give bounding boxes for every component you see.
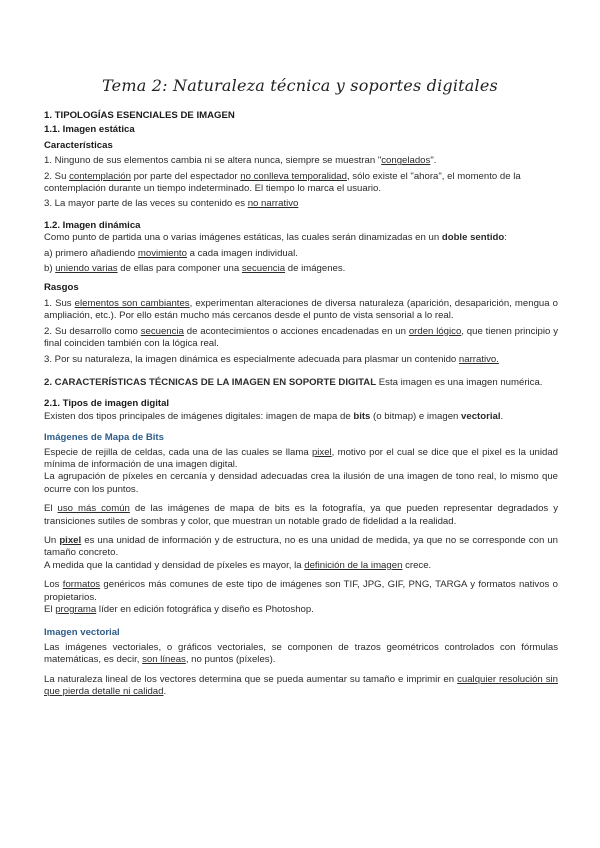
page-title: Tema 2: Naturaleza técnica y soportes digitales	[102, 76, 498, 95]
subsection-heading-static-image: 1.1. Imagen estática	[44, 124, 135, 136]
document-body	[44, 110, 558, 698]
bitmap-paragraph-5: A medida que la cantidad y densidad de píxeles es mayor, la definición de la imagen crece.	[44, 559, 432, 571]
dynamic-intro: Como punto de partida una o varias imágenes estáticas, las cuales serán dinamizadas en un doble sentido:	[44, 232, 507, 244]
trait-1: 1. Sus elementos son cambiantes, experimentan alteraciones de diversa naturaleza (aparición, desaparición, mengua o ampliación, etc.). Por ello están mucho más cercanos desde el punto de vista sensorial a lo real.	[44, 297, 559, 322]
characteristic-1: 1. Ninguno de sus elementos cambia ni se altera nunca, siempre se muestran "congelados".	[44, 155, 437, 167]
bitmap-paragraph-6: Los formatos genéricos más comunes de este tipo de imágenes son TIF, JPG, GIF, PNG, TARGA y formatos nativos o propietarios.	[44, 579, 558, 603]
vector-paragraph-1: Las imágenes vectoriales, o gráficos vectoriales, se componen de trazos geométricos controlados con fórmulas matemáticas, es decir, son líneas, no puntos (píxeles).	[44, 641, 558, 666]
bitmap-paragraph-1: Especie de rejilla de celdas, cada una de las cuales se llama pixel, motivo por el cual se dice que el pixel es la unidad mínima de información de una imagen digital.	[44, 446, 558, 470]
subsection-heading-digital-types: 2.1. Tipos de imagen digital	[44, 398, 170, 410]
bitmap-heading: Imágenes de Mapa de Bits	[44, 432, 164, 444]
bitmap-paragraph-7: El programa líder en edición fotográfica y diseño es Photoshop.	[44, 604, 314, 615]
dynamic-point-a: a) primero añadiendo movimiento a cada imagen individual.	[44, 247, 298, 259]
digital-types-intro: Existen dos tipos principales de imágenes digitales: imagen de mapa de bits (o bitmap) e imagen vectorial.	[44, 410, 504, 422]
characteristic-2: 2. Su contemplación por parte del espectador no conlleva temporalidad, sólo existe el "ahora", el momento de la contemplación durante un tiempo indeterminado. El tiempo lo marca el usuario.	[44, 170, 521, 195]
section-heading-1: 1. TIPOLOGÍAS ESENCIALES DE IMAGEN	[44, 110, 235, 121]
trait-2: 2. Su desarrollo como secuencia de acontecimientos o acciones encadenadas en un orden lógico, que tienen principio y final coinciden también con la lógica real.	[44, 325, 558, 350]
subsection-heading-dynamic-image: 1.2. Imagen dinámica	[44, 219, 141, 231]
characteristic-3: 3. La mayor parte de las veces su contenido es no narrativo	[44, 198, 299, 210]
bitmap-paragraph-2: La agrupación de píxeles en cercanía y densidad adecuadas crea la ilusión de una imagen de tono real, lo mismo que ocurre con los puntos.	[44, 471, 558, 495]
section-heading-2: 2. CARACTERÍSTICAS TÉCNICAS DE LA IMAGEN EN SOPORTE DIGITAL Esta imagen es una imagen numérica.	[44, 376, 543, 388]
traits-heading: Rasgos	[44, 282, 79, 294]
vector-paragraph-2: La naturaleza lineal de los vectores determina que se pueda aumentar su tamaño e imprimir en cualquier resolución sin que pierda detalle ni calidad.	[44, 673, 558, 698]
dynamic-point-b: b) uniendo varias de ellas para componer una secuencia de imágenes.	[44, 263, 346, 275]
bitmap-paragraph-3: El uso más común de las imágenes de mapa de bits es la fotografía, ya que pueden representar degradados y transiciones sutiles de sombras y color, que muestran un notable grado de fidelidad a la realidad.	[44, 503, 559, 527]
bitmap-paragraph-4: Un pixel es una unidad de información y de estructura, no es una unidad de medida, ya que no se corresponde con un tamaño concreto.	[44, 534, 558, 559]
vector-heading: Imagen vectorial	[44, 627, 120, 639]
characteristics-heading: Características	[44, 139, 113, 151]
trait-3: 3. Por su naturaleza, la imagen dinámica es especialmente adecuada para plasmar un contenido narrativo.	[44, 353, 499, 365]
